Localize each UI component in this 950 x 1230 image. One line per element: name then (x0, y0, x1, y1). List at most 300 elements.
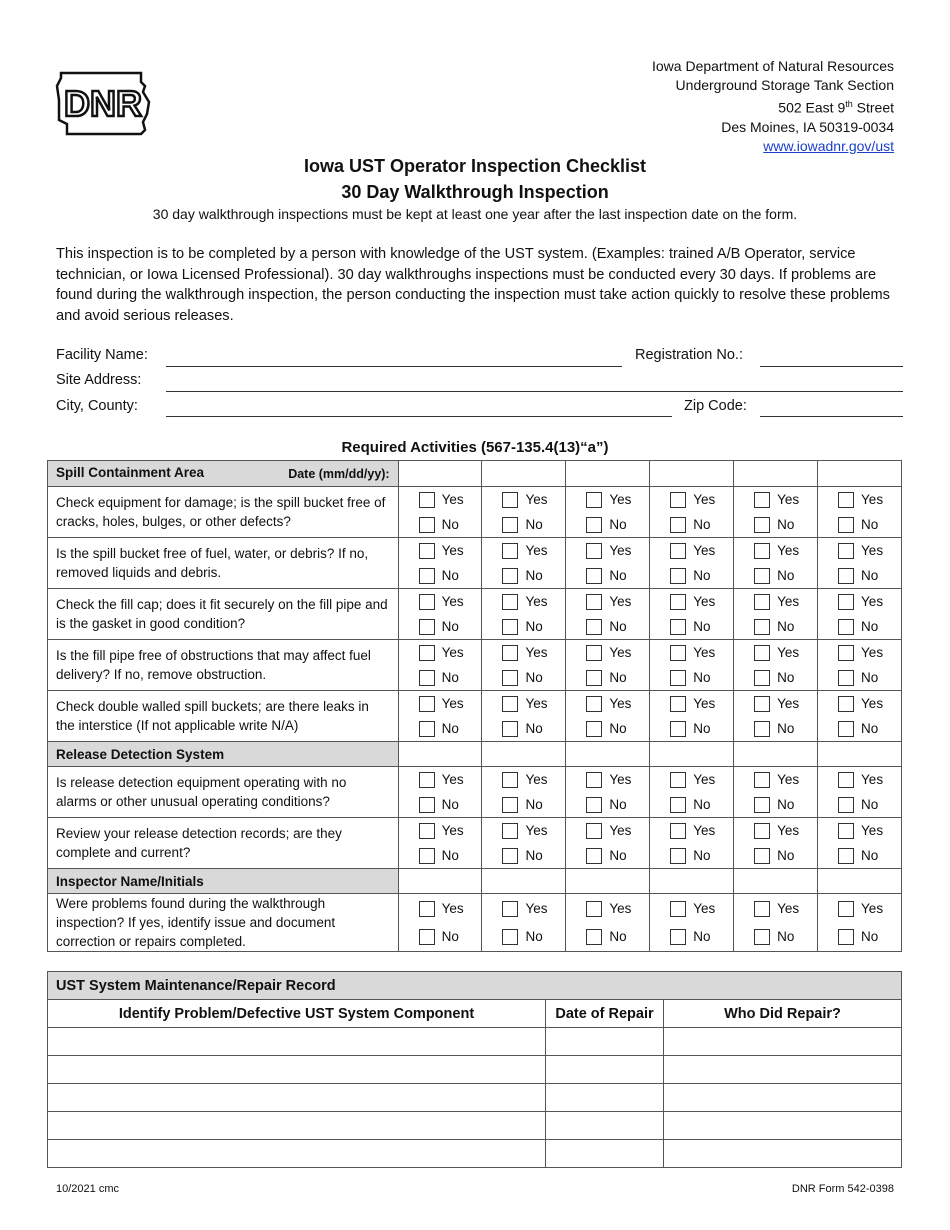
yes-option[interactable] (419, 895, 482, 923)
registration-label: Registration No.: (635, 347, 743, 363)
yes-checkbox[interactable] (502, 594, 518, 610)
yes-checkbox[interactable] (670, 823, 686, 839)
yes-checkbox[interactable] (586, 594, 602, 610)
section-header-row (48, 461, 902, 487)
yes-checkbox[interactable] (838, 594, 854, 610)
no-checkbox[interactable] (670, 568, 686, 584)
answer-cell (482, 640, 566, 691)
no-option[interactable] (838, 716, 901, 741)
no-option[interactable] (419, 716, 482, 741)
no-checkbox[interactable] (754, 797, 770, 813)
no-label: No (441, 568, 459, 583)
answer-cell (398, 691, 482, 742)
initials-input-cell[interactable] (818, 869, 902, 894)
yes-option[interactable] (419, 767, 482, 792)
no-option[interactable] (586, 512, 649, 537)
footer-revision: 10/2021 cmc (56, 1183, 119, 1195)
repair-input-cell[interactable] (546, 1112, 664, 1140)
yes-option[interactable] (586, 895, 649, 923)
yes-option[interactable] (419, 640, 482, 665)
yes-option[interactable] (670, 589, 733, 614)
no-option[interactable] (586, 792, 649, 817)
no-checkbox[interactable] (586, 568, 602, 584)
no-option[interactable] (838, 512, 901, 537)
no-checkbox[interactable] (670, 797, 686, 813)
yes-label: Yes (525, 901, 548, 916)
yes-checkbox[interactable] (670, 492, 686, 508)
no-checkbox[interactable] (419, 568, 435, 584)
no-option[interactable] (502, 923, 565, 951)
initials-input-cell[interactable] (650, 869, 734, 894)
yes-checkbox[interactable] (502, 823, 518, 839)
yes-checkbox[interactable] (754, 823, 770, 839)
yes-label: Yes (693, 594, 716, 609)
yes-checkbox[interactable] (838, 823, 854, 839)
initials-input-cell[interactable] (566, 869, 650, 894)
initials-input-cell[interactable] (398, 742, 482, 767)
city-county-field[interactable] (166, 416, 672, 417)
yes-label: Yes (693, 696, 716, 711)
repair-input-cell[interactable] (664, 1056, 902, 1084)
no-checkbox[interactable] (586, 721, 602, 737)
no-label: No (525, 568, 543, 583)
yes-checkbox[interactable] (586, 901, 602, 917)
yes-checkbox[interactable] (419, 543, 435, 559)
no-option[interactable] (754, 923, 817, 951)
yes-label: Yes (861, 594, 884, 609)
no-checkbox[interactable] (502, 619, 518, 635)
repair-input-cell[interactable] (664, 1028, 902, 1056)
yes-label: Yes (525, 696, 548, 711)
no-checkbox[interactable] (754, 670, 770, 686)
repair-input-cell[interactable] (48, 1112, 546, 1140)
no-option[interactable] (838, 665, 901, 690)
yes-option[interactable] (670, 640, 733, 665)
yes-option[interactable] (419, 818, 482, 843)
no-option[interactable] (502, 665, 565, 690)
yes-checkbox[interactable] (419, 492, 435, 508)
no-option[interactable] (502, 512, 565, 537)
section-header-row (48, 869, 902, 894)
yes-checkbox[interactable] (419, 645, 435, 661)
yes-option[interactable] (838, 487, 901, 512)
no-label: No (441, 619, 459, 634)
no-checkbox[interactable] (670, 848, 686, 864)
yes-checkbox[interactable] (754, 696, 770, 712)
yes-option[interactable] (502, 487, 565, 512)
date-input-cell[interactable] (482, 461, 566, 487)
section-title: Inspector Name/Initials (48, 869, 399, 894)
repair-input-cell[interactable] (546, 1140, 664, 1168)
yes-checkbox[interactable] (502, 772, 518, 788)
yes-option[interactable] (502, 691, 565, 716)
no-option[interactable] (670, 716, 733, 741)
yes-checkbox[interactable] (754, 645, 770, 661)
no-checkbox[interactable] (754, 568, 770, 584)
initials-input-cell[interactable] (734, 742, 818, 767)
no-option[interactable] (502, 563, 565, 588)
yes-checkbox[interactable] (754, 772, 770, 788)
yes-checkbox[interactable] (838, 543, 854, 559)
no-label: No (441, 848, 459, 863)
no-label: No (609, 517, 627, 532)
no-checkbox[interactable] (502, 670, 518, 686)
yes-label: Yes (861, 772, 884, 787)
yes-option[interactable] (754, 589, 817, 614)
no-checkbox[interactable] (754, 848, 770, 864)
yes-option[interactable] (586, 818, 649, 843)
no-option[interactable] (838, 792, 901, 817)
no-checkbox[interactable] (838, 568, 854, 584)
no-option[interactable] (754, 563, 817, 588)
repair-input-cell[interactable] (664, 1140, 902, 1168)
no-checkbox[interactable] (502, 517, 518, 533)
yes-checkbox[interactable] (586, 696, 602, 712)
answer-cell (818, 589, 902, 640)
initials-input-cell[interactable] (566, 742, 650, 767)
no-option[interactable] (419, 843, 482, 868)
no-checkbox[interactable] (502, 721, 518, 737)
initials-input-cell[interactable] (398, 869, 482, 894)
yes-checkbox[interactable] (586, 492, 602, 508)
yes-option[interactable] (838, 895, 901, 923)
checklist-row (48, 487, 902, 538)
yes-option[interactable] (502, 640, 565, 665)
yes-option[interactable] (502, 818, 565, 843)
yes-option[interactable] (502, 767, 565, 792)
no-checkbox[interactable] (586, 517, 602, 533)
yes-option[interactable] (670, 538, 733, 563)
yes-checkbox[interactable] (586, 645, 602, 661)
no-option[interactable] (670, 843, 733, 868)
no-option[interactable] (419, 665, 482, 690)
yes-label: Yes (441, 543, 464, 558)
checklist-row (48, 538, 902, 589)
yes-label: Yes (693, 901, 716, 916)
no-label: No (693, 517, 711, 532)
site-address-field[interactable] (166, 391, 903, 392)
no-option[interactable] (502, 792, 565, 817)
yes-checkbox[interactable] (502, 645, 518, 661)
no-option[interactable] (502, 614, 565, 639)
yes-checkbox[interactable] (502, 901, 518, 917)
yes-option[interactable] (754, 487, 817, 512)
answer-cell (650, 538, 734, 589)
repair-input-cell[interactable] (48, 1084, 546, 1112)
no-label: No (693, 797, 711, 812)
no-option[interactable] (754, 665, 817, 690)
no-checkbox[interactable] (754, 721, 770, 737)
answer-cell (566, 894, 650, 952)
no-option[interactable] (670, 923, 733, 951)
no-checkbox[interactable] (838, 721, 854, 737)
yes-checkbox[interactable] (754, 594, 770, 610)
yes-option[interactable] (754, 640, 817, 665)
no-option[interactable] (419, 512, 482, 537)
yes-option[interactable] (754, 538, 817, 563)
yes-option[interactable] (502, 538, 565, 563)
yes-checkbox[interactable] (670, 901, 686, 917)
answer-cell (734, 487, 818, 538)
answer-cell (398, 589, 482, 640)
no-checkbox[interactable] (419, 721, 435, 737)
no-option[interactable] (754, 792, 817, 817)
yes-checkbox[interactable] (419, 772, 435, 788)
yes-option[interactable] (419, 538, 482, 563)
yes-option[interactable] (419, 691, 482, 716)
no-checkbox[interactable] (419, 670, 435, 686)
date-input-cell[interactable] (734, 461, 818, 487)
yes-label: Yes (693, 492, 716, 507)
answer-cell (818, 640, 902, 691)
yes-checkbox[interactable] (586, 772, 602, 788)
yes-checkbox[interactable] (754, 543, 770, 559)
yes-option[interactable] (838, 589, 901, 614)
agency-address (652, 57, 894, 156)
no-checkbox[interactable] (838, 797, 854, 813)
no-option[interactable] (586, 843, 649, 868)
date-input-cell[interactable] (818, 461, 902, 487)
no-option[interactable] (754, 512, 817, 537)
yes-option[interactable] (586, 589, 649, 614)
no-label: No (693, 619, 711, 634)
yes-checkbox[interactable] (838, 772, 854, 788)
no-checkbox[interactable] (670, 517, 686, 533)
no-checkbox[interactable] (502, 568, 518, 584)
no-checkbox[interactable] (670, 929, 686, 945)
answer-cell (398, 894, 482, 952)
facility-name-field[interactable] (166, 366, 622, 367)
yes-option[interactable] (754, 691, 817, 716)
zip-code-field[interactable] (760, 416, 903, 417)
yes-label: Yes (609, 594, 632, 609)
yes-label: Yes (609, 645, 632, 660)
yes-checkbox[interactable] (502, 543, 518, 559)
date-input-cell[interactable] (650, 461, 734, 487)
agency-city: Des Moines, IA 50319-0034 (721, 118, 894, 135)
yes-label: Yes (777, 492, 800, 507)
yes-option[interactable] (586, 767, 649, 792)
checklist-row (48, 640, 902, 691)
no-checkbox[interactable] (586, 929, 602, 945)
yes-option[interactable] (586, 487, 649, 512)
repair-input-cell[interactable] (664, 1112, 902, 1140)
yes-option[interactable] (419, 487, 482, 512)
no-checkbox[interactable] (502, 929, 518, 945)
yes-checkbox[interactable] (502, 696, 518, 712)
no-option[interactable] (670, 563, 733, 588)
no-option[interactable] (502, 843, 565, 868)
yes-option[interactable] (670, 767, 733, 792)
yes-checkbox[interactable] (419, 696, 435, 712)
no-checkbox[interactable] (502, 848, 518, 864)
initials-input-cell[interactable] (650, 742, 734, 767)
yes-option[interactable] (670, 895, 733, 923)
no-option[interactable] (838, 563, 901, 588)
no-option[interactable] (754, 614, 817, 639)
repair-input-cell[interactable] (546, 1028, 664, 1056)
no-option[interactable] (670, 614, 733, 639)
no-label: No (525, 929, 543, 944)
yes-label: Yes (441, 645, 464, 660)
yes-label: Yes (861, 901, 884, 916)
yes-label: Yes (441, 823, 464, 838)
no-checkbox[interactable] (419, 848, 435, 864)
no-label: No (609, 848, 627, 863)
yes-checkbox[interactable] (419, 823, 435, 839)
no-option[interactable] (670, 512, 733, 537)
yes-option[interactable] (670, 818, 733, 843)
answer-cell (818, 487, 902, 538)
no-option[interactable] (754, 716, 817, 741)
no-checkbox[interactable] (419, 619, 435, 635)
yes-checkbox[interactable] (838, 645, 854, 661)
no-checkbox[interactable] (419, 797, 435, 813)
answer-cell (818, 818, 902, 869)
no-checkbox[interactable] (419, 517, 435, 533)
no-checkbox[interactable] (419, 929, 435, 945)
no-option[interactable] (586, 665, 649, 690)
no-option[interactable] (586, 716, 649, 741)
yes-option[interactable] (838, 767, 901, 792)
no-checkbox[interactable] (754, 929, 770, 945)
no-option[interactable] (586, 923, 649, 951)
yes-checkbox[interactable] (838, 696, 854, 712)
no-checkbox[interactable] (586, 619, 602, 635)
yes-checkbox[interactable] (419, 594, 435, 610)
agency-url-link[interactable]: www.iowadnr.gov/ust (763, 137, 894, 154)
answer-cell (482, 691, 566, 742)
no-checkbox[interactable] (838, 517, 854, 533)
yes-checkbox[interactable] (670, 645, 686, 661)
no-checkbox[interactable] (838, 619, 854, 635)
no-option[interactable] (502, 716, 565, 741)
yes-checkbox[interactable] (670, 543, 686, 559)
repair-input-cell[interactable] (546, 1056, 664, 1084)
yes-checkbox[interactable] (670, 696, 686, 712)
no-option[interactable] (838, 843, 901, 868)
yes-option[interactable] (586, 691, 649, 716)
yes-option[interactable] (419, 589, 482, 614)
no-checkbox[interactable] (838, 929, 854, 945)
no-checkbox[interactable] (838, 670, 854, 686)
repair-input-cell[interactable] (48, 1028, 546, 1056)
no-label: No (693, 568, 711, 583)
no-checkbox[interactable] (586, 670, 602, 686)
no-checkbox[interactable] (670, 721, 686, 737)
no-checkbox[interactable] (586, 848, 602, 864)
yes-checkbox[interactable] (419, 901, 435, 917)
no-checkbox[interactable] (838, 848, 854, 864)
no-option[interactable] (419, 614, 482, 639)
yes-option[interactable] (838, 818, 901, 843)
repair-input-cell[interactable] (48, 1140, 546, 1168)
no-checkbox[interactable] (754, 517, 770, 533)
answer-cell (818, 538, 902, 589)
answer-cell (566, 589, 650, 640)
no-option[interactable] (419, 563, 482, 588)
no-checkbox[interactable] (670, 619, 686, 635)
initials-input-cell[interactable] (482, 869, 566, 894)
no-label: No (777, 721, 795, 736)
yes-checkbox[interactable] (754, 901, 770, 917)
no-checkbox[interactable] (670, 670, 686, 686)
repair-row (48, 1140, 902, 1168)
repair-input-cell[interactable] (664, 1084, 902, 1112)
no-label: No (525, 848, 543, 863)
no-option[interactable] (670, 665, 733, 690)
answer-cell (398, 640, 482, 691)
yes-checkbox[interactable] (838, 901, 854, 917)
answer-cell (650, 487, 734, 538)
initials-input-cell[interactable] (482, 742, 566, 767)
yes-option[interactable] (754, 767, 817, 792)
repair-input-cell[interactable] (48, 1056, 546, 1084)
yes-option[interactable] (838, 640, 901, 665)
yes-option[interactable] (502, 589, 565, 614)
yes-option[interactable] (754, 895, 817, 923)
initials-input-cell[interactable] (818, 742, 902, 767)
date-label: Date (mm/dd/yy): (288, 467, 390, 481)
no-checkbox[interactable] (754, 619, 770, 635)
answer-cell (734, 894, 818, 952)
answer-cell (482, 538, 566, 589)
yes-checkbox[interactable] (838, 492, 854, 508)
date-input-cell[interactable] (566, 461, 650, 487)
yes-checkbox[interactable] (670, 772, 686, 788)
yes-option[interactable] (502, 895, 565, 923)
yes-checkbox[interactable] (502, 492, 518, 508)
no-label: No (861, 670, 879, 685)
yes-option[interactable] (670, 487, 733, 512)
yes-checkbox[interactable] (754, 492, 770, 508)
no-option[interactable] (838, 923, 901, 951)
no-option[interactable] (419, 792, 482, 817)
no-option[interactable] (586, 614, 649, 639)
checklist-question: Is release detection equipment operating with no alarms or other unusual operating conditions? (48, 767, 399, 818)
yes-option[interactable] (586, 538, 649, 563)
date-input-cell[interactable] (398, 461, 482, 487)
answer-cell (566, 767, 650, 818)
no-option[interactable] (838, 614, 901, 639)
yes-option[interactable] (838, 691, 901, 716)
yes-option[interactable] (586, 640, 649, 665)
yes-option[interactable] (670, 691, 733, 716)
no-label: No (525, 797, 543, 812)
registration-field[interactable] (760, 366, 903, 367)
yes-label: Yes (777, 696, 800, 711)
dnr-logo (55, 70, 153, 139)
answer-cell (566, 691, 650, 742)
yes-checkbox[interactable] (586, 543, 602, 559)
yes-checkbox[interactable] (586, 823, 602, 839)
checklist-question: Were problems found during the walkthrough inspection? If yes, identify issue and document correction or repairs completed. (48, 894, 399, 952)
initials-input-cell[interactable] (734, 869, 818, 894)
answer-cell (734, 589, 818, 640)
no-checkbox[interactable] (502, 797, 518, 813)
no-checkbox[interactable] (586, 797, 602, 813)
no-option[interactable] (670, 792, 733, 817)
repair-input-cell[interactable] (546, 1084, 664, 1112)
yes-checkbox[interactable] (670, 594, 686, 610)
no-option[interactable] (586, 563, 649, 588)
form-title: Iowa UST Operator Inspection Checklist 30 Day Walkthrough Inspection (0, 153, 950, 205)
no-option[interactable] (419, 923, 482, 951)
answer-cell (650, 818, 734, 869)
yes-option[interactable] (754, 818, 817, 843)
yes-option[interactable] (838, 538, 901, 563)
no-option[interactable] (754, 843, 817, 868)
